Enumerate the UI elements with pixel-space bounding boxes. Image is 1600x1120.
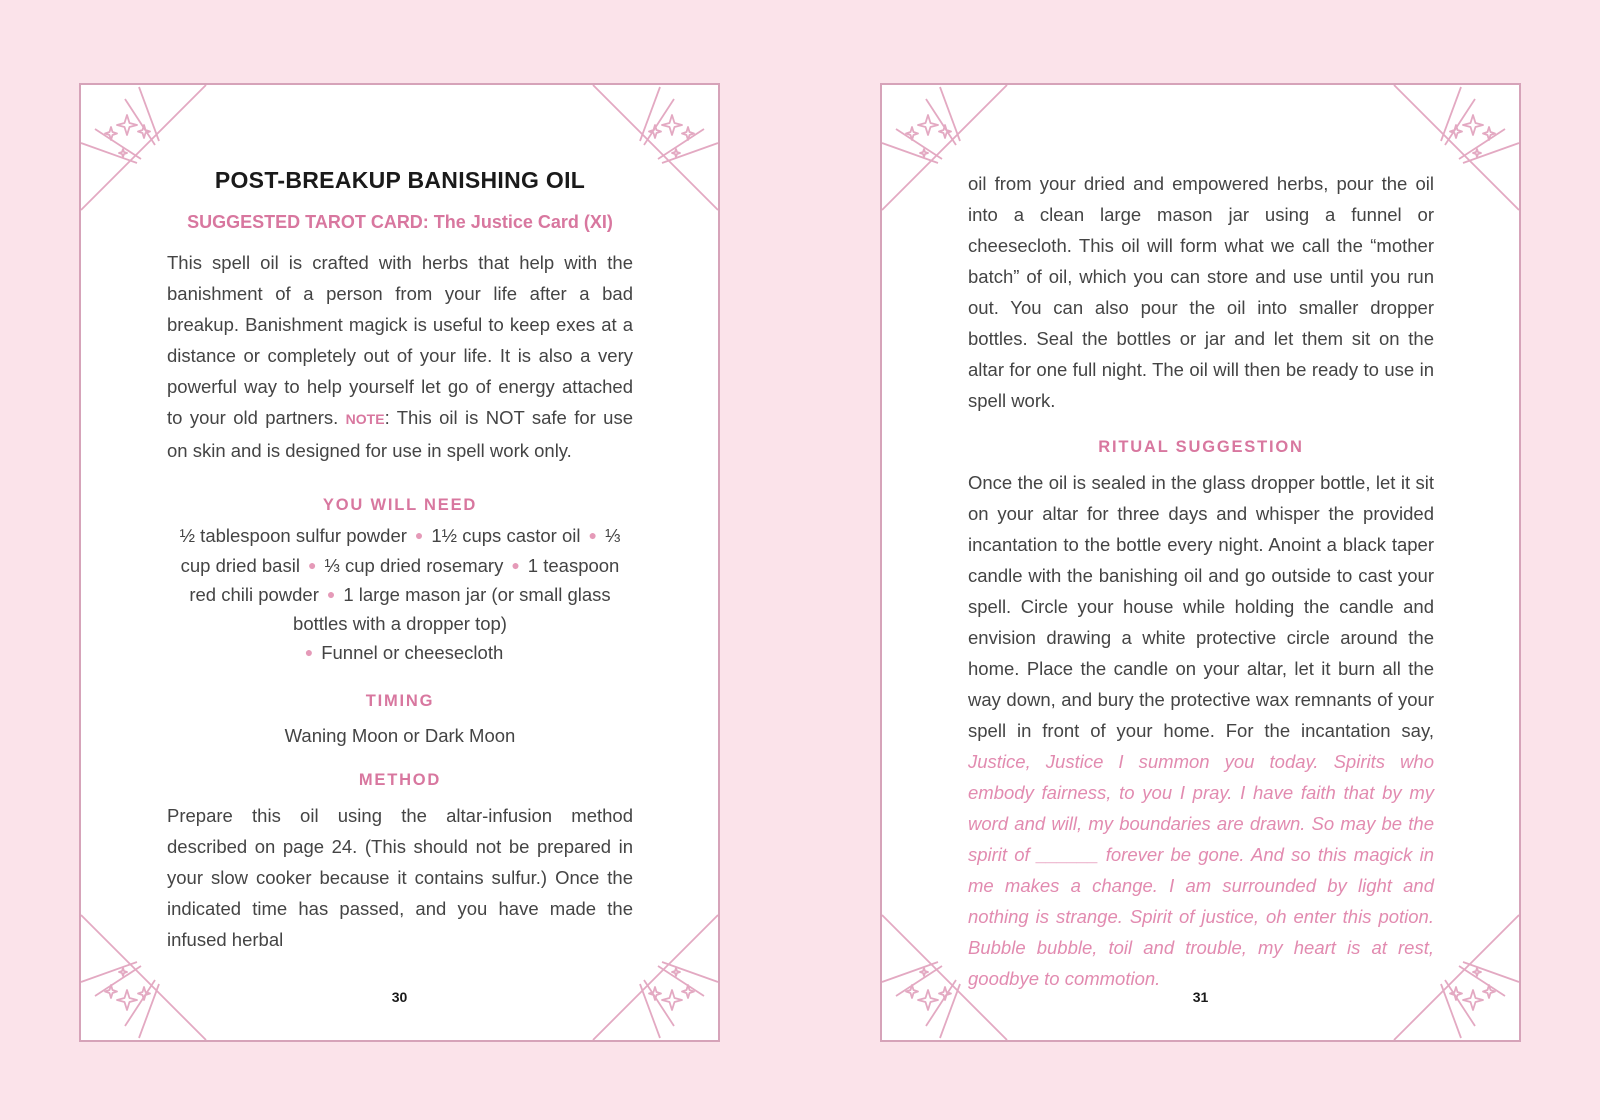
page-number: 30 <box>391 989 408 1005</box>
continuation-paragraph: oil from your dried and empowered herbs, pour the oil into a clean large mason jar using a funnel or cheesecloth. This oil will form what we call the “mother batch” of oil, which you can store and use until you run out. You can also pour the oil into smaller dropper bottles. Seal the bottles or jar and let them sit on the altar for one full night. The oil will then be ready to use in spell work. <box>968 173 1434 411</box>
bullet-icon: ● <box>326 586 336 602</box>
bullet-icon: ● <box>588 527 597 543</box>
method-paragraph: Prepare this oil using the altar-infusion method described on page 24. (This should not be prepared in your slow cooker because it contains sulfur.) Once the indicated time has passed, and you have made the infused herbal <box>167 804 633 950</box>
ingredient-item: 1½ cups castor oil <box>431 525 581 546</box>
incantation-text: Justice, Justice I summon you today. Spirits who embody fairness, to you I pray. I have faith that by my word and will, my boundaries are drawn. So may be the spirit of ______ forever be gone. And so this magick in me makes a change. I am surrounded by light and nothing is strange. Spirit of justice, oh enter this potion. Bubble bubble, toil and trouble, my heart is at rest, goodbye to commotion. <box>968 751 1434 989</box>
left-page <box>79 83 720 1042</box>
ritual-paragraph: Once the oil is sealed in the glass dropper bottle, let it sit on your altar for three days and whisper the provided incantation to the bottle every night. Anoint a black taper candle with the banishing oil and go outside to cast your spell. Circle your house while holding the candle and envision drawing a white protective circle around the home. Place the candle on your altar, let it burn all the way down, and bury the protective wax remnants of your spell in front of your home. For the incantation say, Justice, Justice I summon you today. Spirits who embody fairness, to you I pray. I have faith that by my word and will, my boundaries are drawn. So may be the spirit of ______ forever be gone. And so this magick in me makes a change. I am surrounded by light and nothing is strange. Spirit of justice, oh enter this potion. Bubble bubble, toil and trouble, my heart is at rest, goodbye to commotion. <box>968 472 1434 989</box>
bullet-icon: ● <box>511 556 520 573</box>
timing-text: Waning Moon or Dark Moon <box>284 724 516 746</box>
ingredient-item: ⅓ cup dried rosemary <box>324 554 504 576</box>
bullet-icon: ● <box>414 527 424 543</box>
page-number: 31 <box>1192 989 1209 1005</box>
ingredient-item: ⅓ cup dried basil <box>180 525 621 576</box>
ingredient-item: ½ tablespoon sulfur powder <box>179 525 407 546</box>
ritual-suggestion-heading: RITUAL SUGGESTION <box>1098 438 1304 456</box>
ingredient-item: Funnel or cheesecloth <box>321 642 504 663</box>
right-page <box>880 83 1521 1042</box>
note-label: NOTE <box>345 411 385 427</box>
method-heading: METHOD <box>358 770 442 789</box>
timing-heading: TIMING <box>365 691 435 710</box>
left-content <box>167 167 633 955</box>
tarot-card-subtitle: SUGGESTED TAROT CARD: The Justice Card (XI) <box>187 212 613 232</box>
ingredients-list <box>167 521 633 668</box>
page-title: POST-BREAKUP BANISHING OIL <box>214 167 586 193</box>
intro-paragraph: This spell oil is crafted with herbs that help with the banishment of a person from your life after a bad breakup. Banishment magick is useful to keep exes at a distance or completely out of your life. It is also a very powerful way to help yourself let go of energy attached to your old partners. NOTE: This oil is NOT safe for use on skin and is designed for use in spell work only. <box>167 252 633 461</box>
bullet-icon: ● <box>307 556 317 573</box>
ingredient-item: 1 large mason jar (or small glass bottles with a dropper top) <box>293 584 611 634</box>
you-will-need-heading: YOU WILL NEED <box>322 496 478 514</box>
note-text: : This oil is NOT safe for use on skin and is designed for use in spell work only. <box>167 407 633 461</box>
right-content <box>968 168 1434 994</box>
ingredient-item: 1 teaspoon red chili powder <box>189 554 620 605</box>
bullet-icon: ● <box>304 644 314 660</box>
